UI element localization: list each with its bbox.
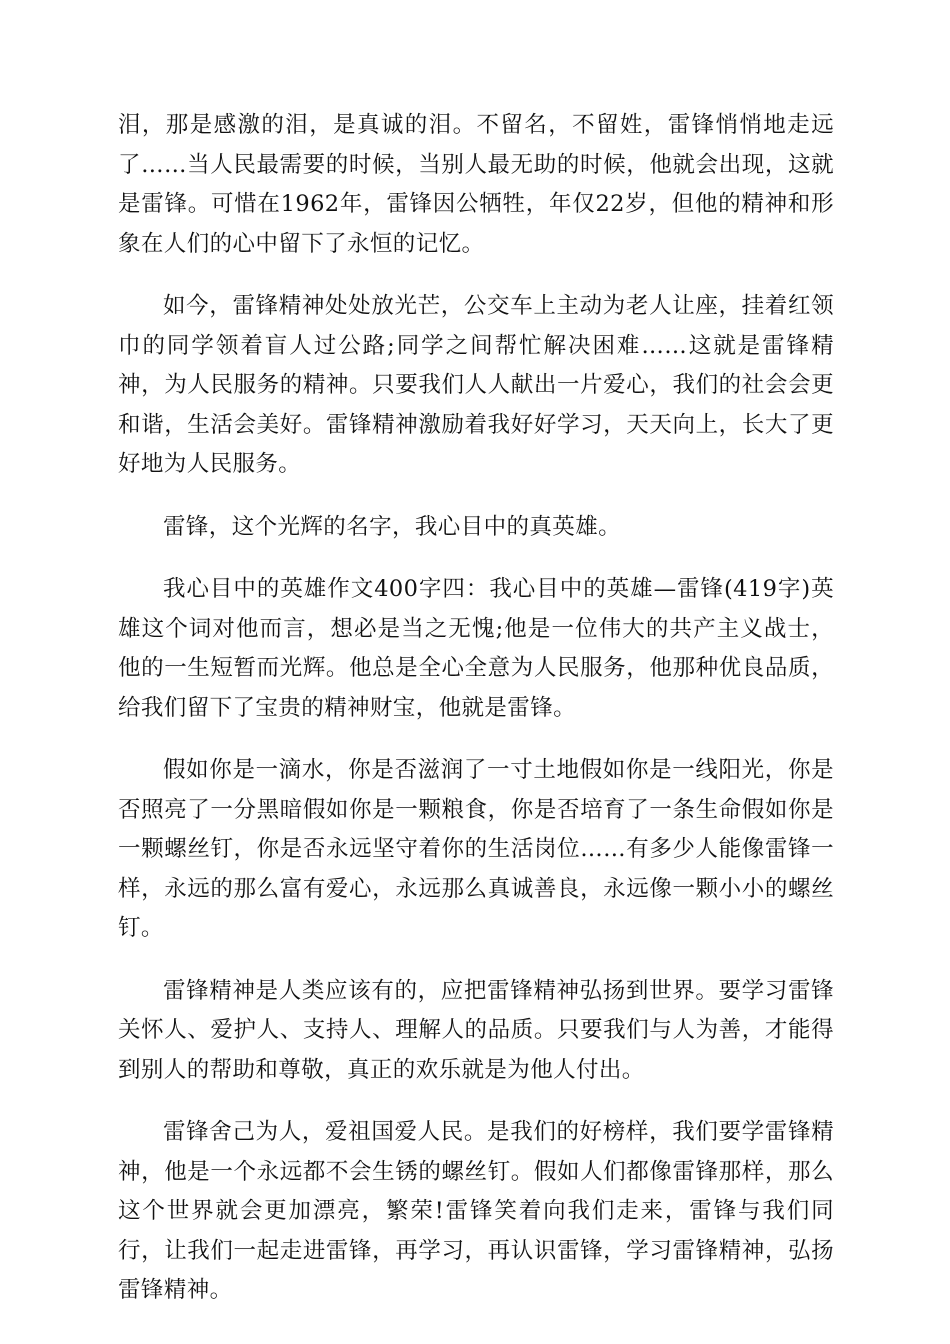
document-body — [118, 106, 834, 1334]
paragraph: 雷锋舍己为人，爱祖国爱人民。是我们的好榜样，我们要学雷锋精神，他是一个永远都不会生锈的螺丝钉。假如人们都像雷锋那样，那么这个世界就会更加漂亮，繁荣!雷锋笑着向我们走来，雷锋与我们同行，让我们一起走进雷锋，再学习，再认识雷锋，学习雷锋精神，弘扬雷锋精神。 — [118, 1119, 834, 1303]
paragraph: 我心目中的英雄作文400字四：我心目中的英雄—雷锋(419字)英雄这个词对他而言，想必是当之无愧;他是一位伟大的共产主义战士，他的一生短暂而光辉。他总是全心全意为人民服务，他那种优良品质，给我们留下了宝贵的精神财宝，他就是雷锋。 — [118, 576, 834, 721]
paragraph: 假如你是一滴水，你是否滋润了一寸土地假如你是一线阳光，你是否照亮了一分黑暗假如你是一颗粮食，你是否培育了一条生命假如你是一颗螺丝钉，你是否永远坚守着你的生活岗位……有多少人能像雷锋一样，永远的那么富有爱心，永远那么真诚善良，永远像一颗小小的螺丝钉。 — [118, 757, 834, 941]
paragraph: 雷锋，这个光辉的名字，我心目中的真英雄。 — [163, 513, 622, 540]
paragraph: 雷锋精神是人类应该有的，应把雷锋精神弘扬到世界。要学习雷锋关怀人、爱护人、支持人、理解人的品质。只要我们与人为善，才能得到别人的帮助和尊敬，真正的欢乐就是为他人付出。 — [118, 977, 834, 1083]
paragraph: 如今，雷锋精神处处放光芒，公交车上主动为老人让座，挂着红领巾的同学领着盲人过公路;同学之间帮忙解决困难……这就是雷锋精神，为人民服务的精神。只要我们人人献出一片爱心，我们的社会会更和谐，生活会美好。雷锋精神激励着我好好学习，天天向上，长大了更好地为人民服务。 — [118, 293, 834, 477]
paragraph-continuation: 泪，那是感激的泪，是真诚的泪。不留名，不留姓，雷锋悄悄地走远了……当人民最需要的时候，当别人最无助的时候，他就会出现，这就是雷锋。可惜在1962年，雷锋因公牺牲，年仅22岁，但他的精神和形象在人们的心中留下了永恒的记忆。 — [118, 112, 834, 257]
